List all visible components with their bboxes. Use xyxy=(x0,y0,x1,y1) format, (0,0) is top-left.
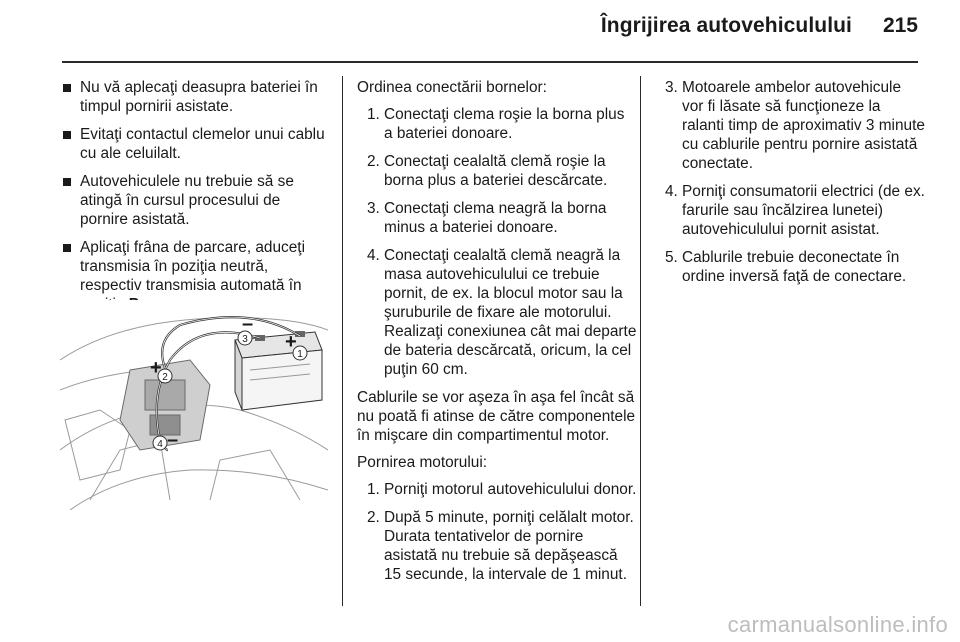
jump-start-illustration xyxy=(60,300,328,510)
cable-note: Cablurile se vor aşeza în aşa fel încât să nu poată fi atinse de către componentele în mişcare din compartimentul motor. xyxy=(357,389,636,444)
minus-sign-battery: – xyxy=(242,313,254,335)
minus-sign-engine: – xyxy=(167,429,179,451)
header-divider xyxy=(62,61,918,63)
page-header xyxy=(0,0,960,62)
column-2 xyxy=(357,78,637,593)
plus-sign-engine: + xyxy=(150,357,162,379)
column-3 xyxy=(655,78,925,295)
list-item: 3. Motoarele ambelor autovehicule vor fi lăsate să funcţioneze la ralanti timp de aproximativ 3 minute cu cablurile pentru pornire asistată conectate. xyxy=(665,79,925,172)
engine-bay-drawing xyxy=(60,300,328,510)
callout-3: 3 xyxy=(242,334,248,345)
plus-sign-battery: + xyxy=(285,331,297,353)
list-item: 4. Conectaţi cealaltă clemă neagră la masa autovehiculului ce trebuie pornit, de ex. la blocul motor sau la şuruburile de fixare ale motorului. Realizaţi conexiunea cât mai departe de bateria descărcată, oricum, la cel puţin 60 cm. xyxy=(367,247,637,378)
bullet-square-icon xyxy=(63,131,71,139)
section-title: Îngrijirea autovehiculului xyxy=(600,14,852,37)
list-item: 5. Cablurile trebuie deconectate în ordine inversă faţă de conectare. xyxy=(665,249,907,285)
callout-1: 1 xyxy=(297,349,303,360)
list-item: Evitaţi contactul clemelor unui cablu cu ale celuilalt. xyxy=(62,125,330,163)
bullet-square-icon xyxy=(63,178,71,186)
column-divider-2 xyxy=(640,76,641,606)
list-item: 3. Conectaţi clema neagră la borna minus a bateriei donoare. xyxy=(367,200,607,236)
list-item: 1. Conectaţi clema roşie la borna plus a bateriei donoare. xyxy=(367,106,625,142)
column-1 xyxy=(62,78,330,323)
list-item: 2. După 5 minute, porniţi celălalt motor. Durata tentativelor de pornire asistată nu trebuie să depăşească 15 secunde, la intervale de 1 minut. xyxy=(367,509,634,583)
page-number: 215 xyxy=(882,14,918,37)
list-item: 4. Porniţi consumatorii electrici (de ex. farurile sau încălzirea lunetei) autovehiculului pornit asistat. xyxy=(665,183,925,238)
column-divider-1 xyxy=(342,76,343,606)
list-item: Autovehiculele nu trebuie să se atingă în cursul procesului de pornire asistată. xyxy=(62,172,330,229)
list-item: Aplicaţi frâna de parcare, aduceţi transmisia în poziţia neutră, respectiv transmisia automată în xyxy=(62,238,330,314)
bullet-square-icon xyxy=(63,84,71,92)
watermark: carmanualsonline.info xyxy=(727,612,948,637)
connection-order-heading: Ordinea conectării bornelor: xyxy=(357,79,547,96)
engine-start-heading: Pornirea motorului: xyxy=(357,454,488,471)
bullet-square-icon xyxy=(63,244,71,252)
list-item: Nu vă aplecaţi deasupra bateriei în timpul pornirii asistate. xyxy=(62,78,330,116)
list-item: 2. Conectaţi cealaltă clemă roşie la borna plus a bateriei descărcate. xyxy=(367,153,608,189)
list-item: 1. Porniţi motorul autovehiculului donor. xyxy=(367,481,637,498)
callout-2: 2 xyxy=(162,372,168,383)
callout-4: 4 xyxy=(157,439,163,450)
